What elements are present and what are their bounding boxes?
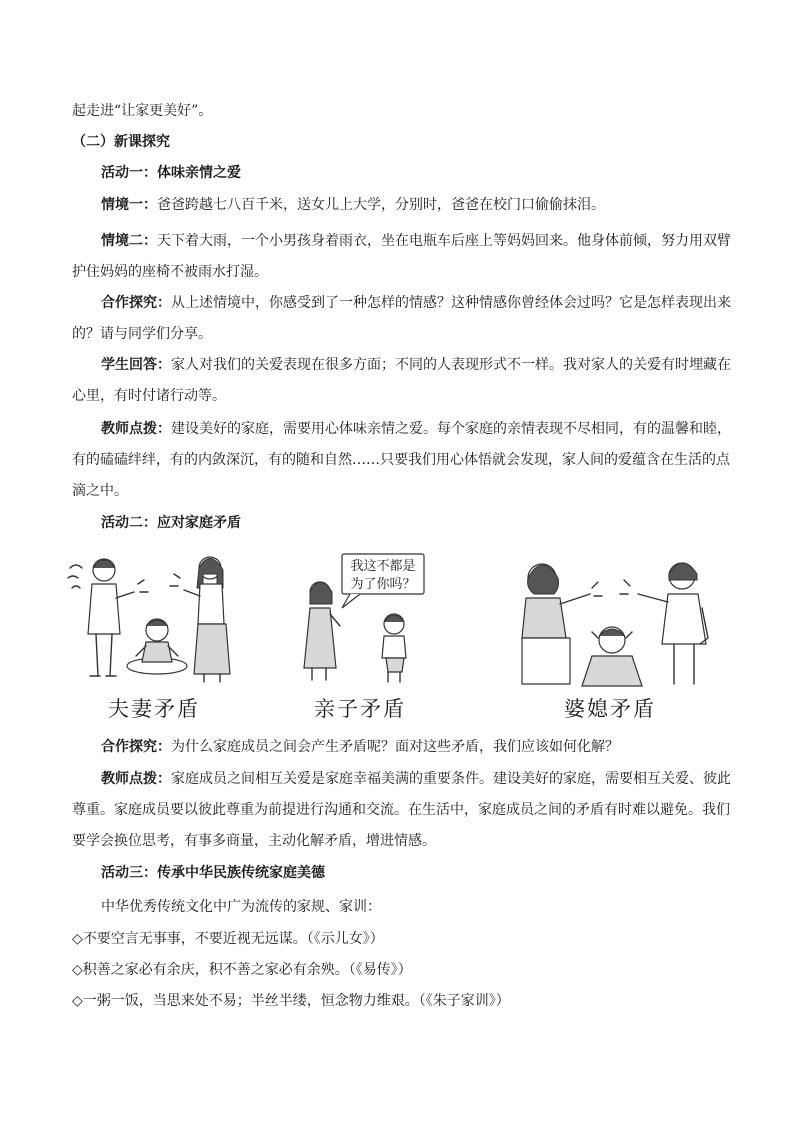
coop-inquiry-1	[72, 288, 732, 350]
couple-conflict-illustration	[62, 548, 246, 688]
activity3-title: 活动三：传承中华民族传统家庭美德	[101, 865, 325, 881]
student-answer-label: 学生回答：	[101, 357, 171, 373]
coop-inquiry-1-text: 从上述情境中，你感受到了一种怎样的情感？这种情感你曾经体会过吗？它是怎样表现出来的？请与同学们分享。	[72, 295, 731, 342]
intro-line: 起走进“让家更美好”。	[72, 103, 213, 119]
coop-inquiry-2-label: 合作探究：	[101, 739, 171, 755]
scenario-2-text: 天下着大雨，一个小男孩身着雨衣，坐在电瓶车后座上等妈妈回来。他身体前倾，努力用双臂护住妈妈的座椅不被雨水打湿。	[72, 233, 731, 280]
caption-in-law-conflict: 婆媳矛盾	[564, 697, 656, 721]
parent-child-conflict-illustration	[290, 548, 440, 688]
teacher-guide-2	[72, 764, 732, 857]
teacher-guide-2-text: 家庭成员之间相互关爱是家庭幸福美满的重要条件。建设美好的家庭，需要相互关爱、彼此尊重。家庭成员要以彼此尊重为前提进行沟通和交流。在生活中，家庭成员之间的矛盾有时难以避免。我们要学会换位思考，有事多商量，主动化解矛盾，增进情感。	[72, 771, 731, 849]
student-answer	[72, 350, 732, 412]
caption-parent-child-conflict: 亲子矛盾	[314, 697, 406, 721]
coop-inquiry-2-text: 为什么家庭成员之间会产生矛盾呢？面对这些矛盾，我们应该如何化解？	[171, 739, 619, 755]
teacher-guide-1	[72, 414, 732, 507]
family-rules-intro: 中华优秀传统文化中广为流传的家规、家训：	[101, 899, 381, 915]
coop-inquiry-2	[72, 732, 732, 763]
scenario-1-text: 爸爸跨越七八百千米，送女儿上大学，分别时，爸爸在校门口偷偷抹泪。	[157, 197, 605, 213]
saying-3: ◇一粥一饭，当思来处不易；半丝半缕，恒念物力维艰。（《朱子家训》）	[72, 993, 510, 1009]
coop-inquiry-1-label: 合作探究：	[101, 295, 171, 311]
speech-bubble-line-2: 为了你吗？	[350, 577, 416, 592]
teacher-guide-1-label: 教师点拨：	[101, 421, 171, 437]
scenario-2-label: 情境二：	[101, 233, 157, 249]
scenario-1-label: 情境一：	[101, 197, 157, 213]
activity1-title: 活动一：体味亲情之爱	[101, 165, 241, 181]
teacher-guide-2-label: 教师点拨：	[101, 771, 171, 787]
section-title: （二）新课探究	[72, 134, 170, 150]
in-law-conflict-illustration	[506, 548, 720, 688]
speech-bubble-line-1: 我这不都是	[350, 559, 416, 574]
teacher-guide-1-text: 建设美好的家庭，需要用心体味亲情之爱。每个家庭的亲情表现不尽相同，有的温馨和睦，有的磕磕绊绊，有的内敛深沉，有的随和自然……只要我们用心体悟就会发现，家人间的爱蕴含在生活的点滴之中。	[72, 421, 731, 499]
student-answer-text: 家人对我们的关爱表现在很多方面；不同的人表现形式不一样。我对家人的关爱有时埋藏在心里，有时付诸行动等。	[72, 357, 731, 404]
caption-couple-conflict: 夫妻矛盾	[108, 697, 200, 721]
saying-1: ◇不要空言无事事，不要近视无远谋。（《示儿女》）	[72, 931, 384, 947]
scenario-2	[72, 226, 732, 288]
scenario-1	[72, 190, 732, 221]
activity2-title: 活动二：应对家庭矛盾	[101, 515, 241, 531]
saying-2: ◇积善之家必有余庆，积不善之家必有余殃。（《易传》）	[72, 962, 412, 978]
